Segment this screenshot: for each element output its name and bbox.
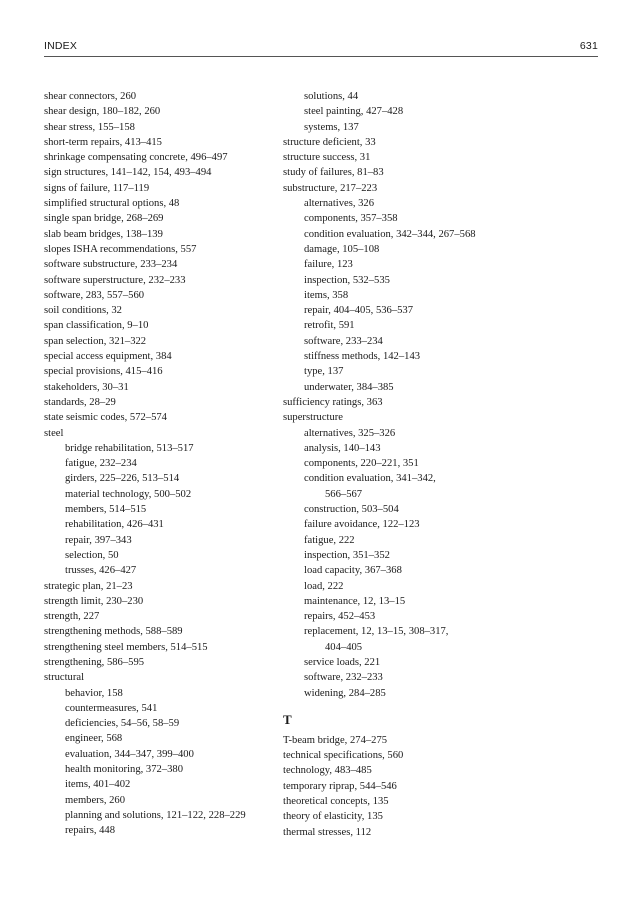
index-subentry: replacement, 12, 13–15, 308–317, (304, 626, 449, 638)
index-entry: short-term repairs, 413–415 (44, 136, 162, 148)
index-subentry: components, 220–221, 351 (304, 458, 419, 470)
index-subentry: alternatives, 325–326 (304, 427, 396, 439)
index-entry: structure success, 31 (283, 152, 371, 164)
index-subentry: rehabilitation, 426–431 (65, 519, 164, 531)
index-heading: superstructure (283, 412, 344, 424)
index-subentry: condition evaluation, 341–342, (304, 473, 436, 485)
index-entry: stakeholders, 30–31 (44, 381, 129, 393)
index-subentry: load capacity, 367–368 (304, 565, 402, 577)
index-entry: strengthening steel members, 514–515 (44, 641, 208, 653)
index-entry: strength, 227 (44, 611, 100, 623)
index-subentry: failure avoidance, 122–123 (304, 519, 420, 531)
index-subentry: software, 233–234 (304, 335, 383, 347)
index-subentry: alternatives, 326 (304, 198, 375, 210)
index-entry: shear design, 180–182, 260 (44, 106, 161, 118)
index-entry: technology, 483–485 (283, 765, 372, 777)
index-entry: standards, 28–29 (44, 396, 116, 408)
index-entry: software superstructure, 232–233 (44, 274, 186, 286)
index-subentry: material technology, 500–502 (65, 488, 192, 500)
index-entry: strengthening methods, 588–589 (44, 626, 183, 638)
index-entry: structure deficient, 33 (283, 136, 376, 148)
index-subentry: engineer, 568 (65, 733, 123, 745)
index-entry: slopes ISHA recommendations, 557 (44, 243, 197, 255)
section-letter: T (283, 711, 292, 727)
index-subentry: deficiencies, 54–56, 58–59 (65, 718, 180, 730)
index-subentry: repair, 397–343 (65, 534, 132, 546)
index-subentry: construction, 503–504 (304, 504, 399, 516)
index-subentry: selection, 50 (65, 549, 119, 561)
index-entry: software substructure, 233–234 (44, 259, 178, 271)
index-subentry: items, 358 (304, 289, 349, 301)
index-subentry: analysis, 140–143 (304, 442, 381, 454)
index-entry: technical specifications, 560 (283, 750, 404, 762)
index-subentry: countermeasures, 541 (65, 702, 158, 714)
index-subentry: planning and solutions, 121–122, 228–229 (65, 809, 246, 821)
index-subentry: repair, 404–405, 536–537 (304, 305, 414, 317)
index-entry: soil conditions, 32 (44, 305, 122, 317)
index-entry: span classification, 9–10 (44, 320, 149, 332)
index-subentry: load, 222 (304, 580, 344, 592)
index-subentry: bridge rehabilitation, 513–517 (65, 442, 194, 454)
index-entry: sign structures, 141–142, 154, 493–494 (44, 167, 212, 179)
running-title: INDEX (44, 40, 78, 52)
page-number: 631 (579, 40, 598, 52)
index-entry: special access equipment, 384 (44, 351, 172, 363)
index-entry: state seismic codes, 572–574 (44, 412, 167, 424)
index-entry: shear connectors, 260 (44, 91, 137, 102)
index-subentry: items, 401–402 (65, 779, 131, 791)
index-entry: signs of failure, 117–119 (44, 182, 150, 194)
index-subentry: systems, 137 (304, 121, 359, 133)
index-subentry: maintenance, 12, 13–15 (304, 595, 406, 607)
index-subentry: fatigue, 232–234 (65, 458, 137, 470)
index-entry: strengthening, 586–595 (44, 656, 145, 668)
index-subentry: service loads, 221 (304, 656, 381, 668)
index-entry: study of failures, 81–83 (283, 167, 384, 179)
index-entry: simplified structural options, 48 (44, 198, 180, 210)
index-entry: theory of elasticity, 135 (283, 811, 383, 823)
index-subentry: repairs, 448 (65, 825, 116, 837)
index-subentry: software, 232–233 (304, 672, 383, 684)
index-entry: T-beam bridge, 274–275 (283, 734, 388, 746)
index-subentry: components, 357–358 (304, 213, 398, 225)
index-entry: software, 283, 557–560 (44, 289, 145, 301)
index-entry: slab beam bridges, 138–139 (44, 228, 163, 240)
index-subentry: widening, 284–285 (304, 687, 386, 699)
index-subentry: stiffness methods, 142–143 (304, 351, 421, 363)
index-subentry: condition evaluation, 342–344, 267–568 (304, 228, 476, 240)
index-subentry: fatigue, 222 (304, 534, 355, 546)
index-subentry: evaluation, 344–347, 399–400 (65, 748, 194, 760)
index-subentry: type, 137 (304, 366, 344, 378)
index-entry: temporary riprap, 544–546 (283, 780, 397, 792)
index-subentry: damage, 105–108 (304, 243, 380, 255)
index-entry: special provisions, 415–416 (44, 366, 163, 378)
index-column-right (283, 89, 598, 840)
index-subentry: repairs, 452–453 (304, 611, 376, 623)
index-subentry: members, 514–515 (65, 504, 147, 516)
index-continuation: 566–567 (325, 488, 363, 500)
index-subentry: inspection, 351–352 (304, 549, 390, 561)
index-subentry: members, 260 (65, 794, 126, 806)
index-subentry: behavior, 158 (65, 687, 123, 699)
index-entry: theoretical concepts, 135 (283, 796, 389, 808)
index-subentry: underwater, 384–385 (304, 381, 394, 393)
index-subentry: retrofit, 591 (304, 320, 355, 332)
index-entry: thermal stresses, 112 (283, 826, 372, 838)
index-subentry: solutions, 44 (304, 91, 359, 102)
index-column-left (44, 89, 274, 839)
index-heading: structural (44, 672, 85, 684)
index-entry: shrinkage compensating concrete, 496–497 (44, 152, 228, 164)
index-entry: strength limit, 230–230 (44, 595, 144, 607)
index-subentry: failure, 123 (304, 259, 353, 271)
index-entry: single span bridge, 268–269 (44, 213, 164, 225)
index-subentry: trusses, 426–427 (65, 565, 137, 577)
header-rule (44, 56, 598, 57)
index-continuation: 404–405 (325, 641, 363, 653)
index-entry: span selection, 321–322 (44, 335, 147, 347)
index-entry: shear stress, 155–158 (44, 121, 135, 133)
index-heading: steel (44, 427, 64, 439)
index-heading: substructure, 217–223 (283, 182, 378, 194)
index-subentry: girders, 225–226, 513–514 (65, 473, 180, 485)
index-subentry: steel painting, 427–428 (304, 106, 404, 118)
index-subentry: health monitoring, 372–380 (65, 764, 183, 776)
index-entry: sufficiency ratings, 363 (283, 396, 383, 408)
index-subentry: inspection, 532–535 (304, 274, 390, 286)
index-entry: strategic plan, 21–23 (44, 580, 133, 592)
